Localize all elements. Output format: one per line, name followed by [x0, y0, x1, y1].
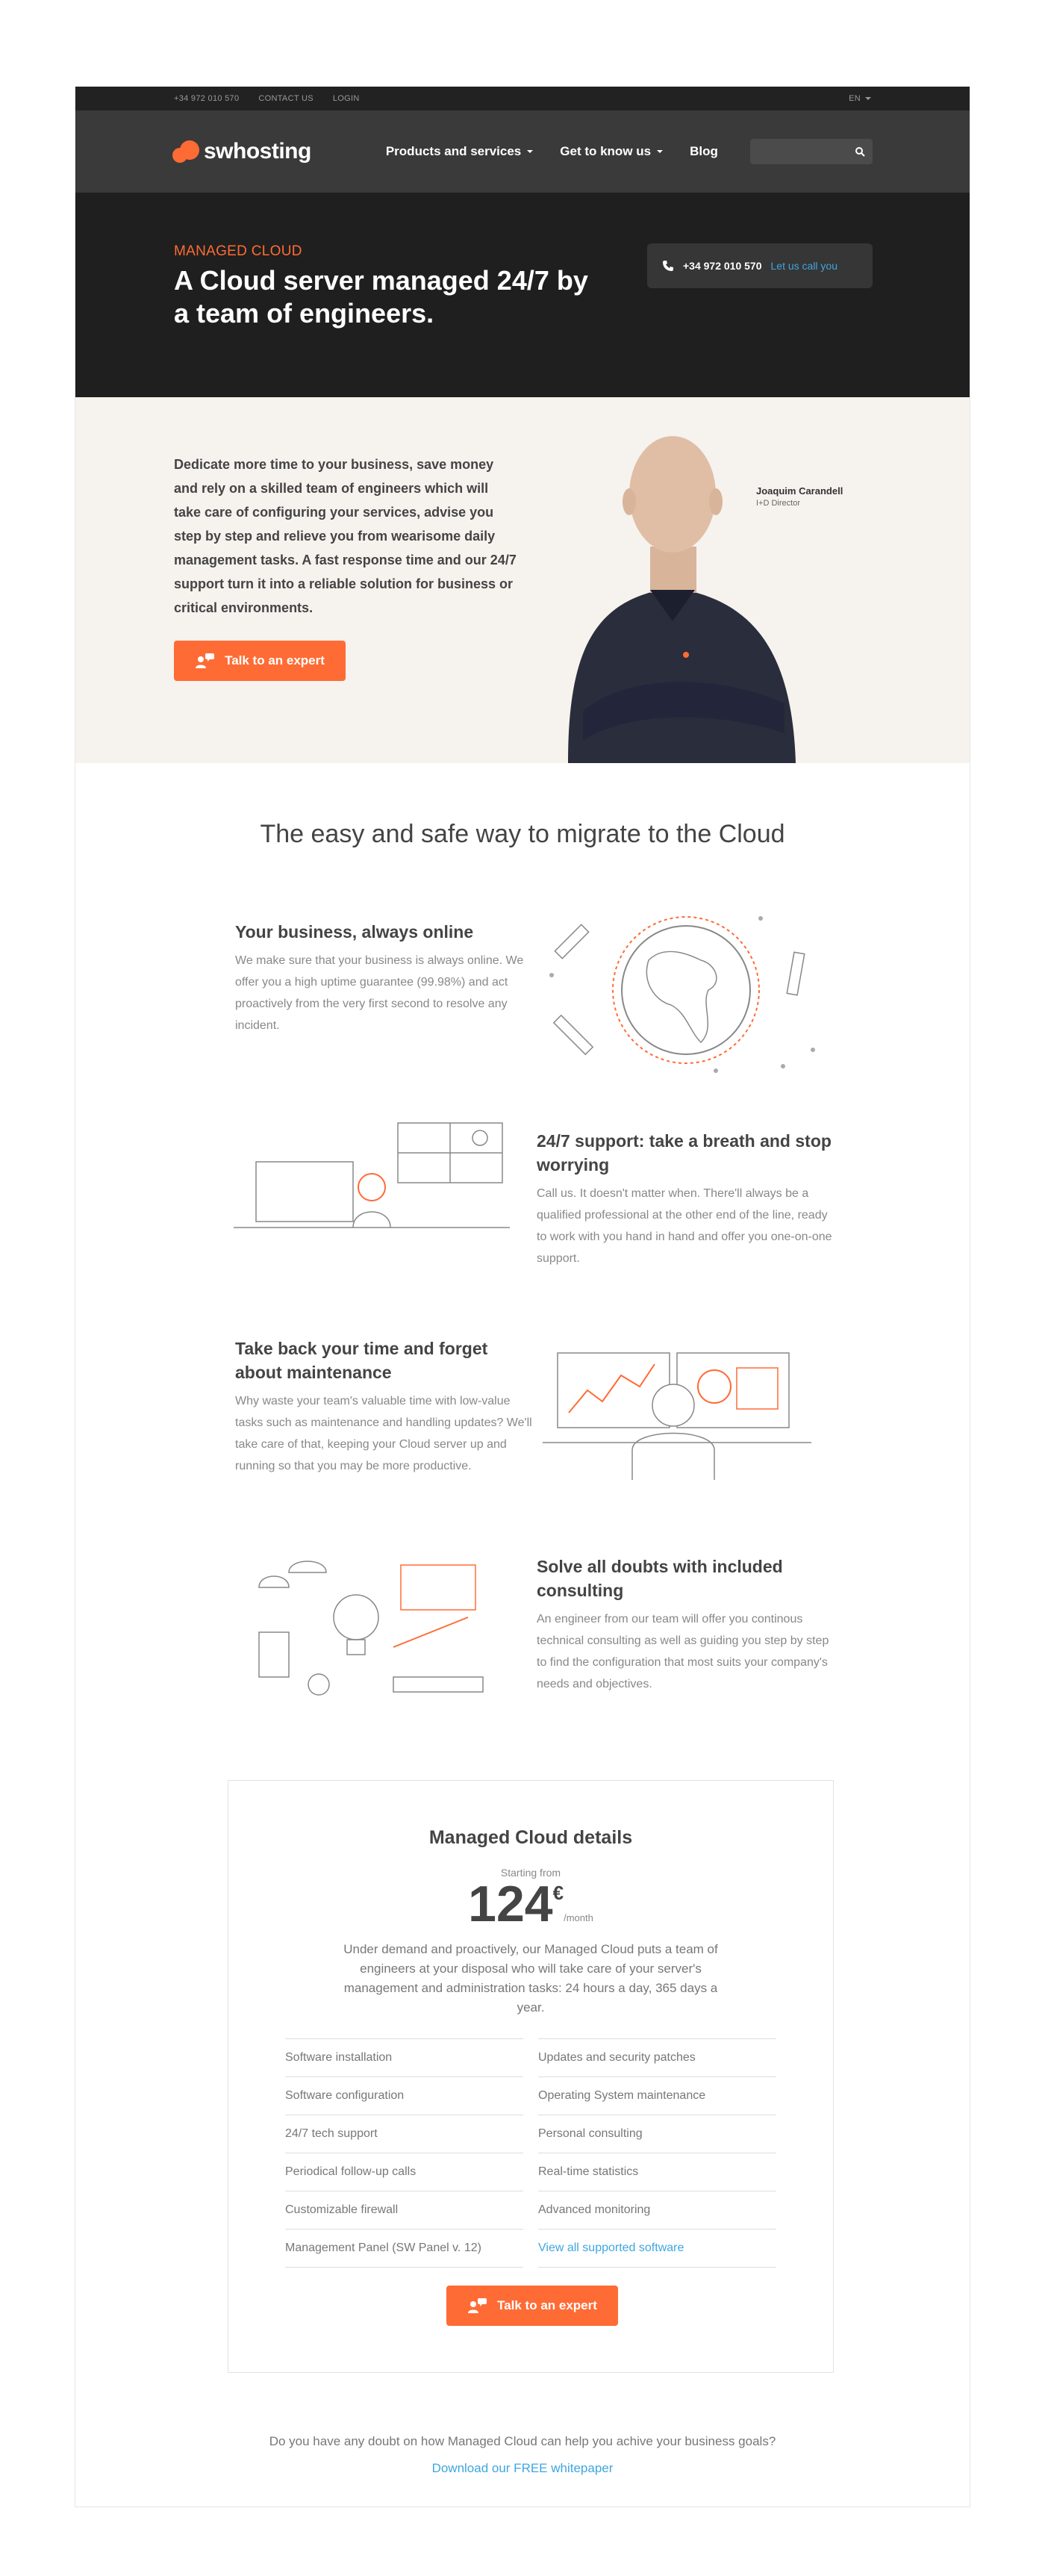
- nav-item-label: Blog: [690, 144, 718, 158]
- globe-satellites-illustration: [537, 900, 835, 1080]
- nav-item-label: Products and services: [385, 144, 522, 158]
- expert-role: I+D Director: [756, 499, 800, 508]
- feature-text: We make sure that your business is always online. We offer you a high uptime guarantee (99.98%) and act proactively from the very first second to resolve any incident.: [235, 954, 524, 1032]
- price: [228, 1876, 833, 1932]
- hero: [75, 193, 970, 397]
- feature-support: [537, 1129, 835, 1269]
- view-all-software-link[interactable]: View all supported software: [538, 2230, 776, 2268]
- expert-chat-icon: [467, 2297, 488, 2315]
- list-item: 24/7 tech support: [285, 2115, 523, 2153]
- top-bar: [75, 87, 970, 111]
- list-item: Personal consulting: [538, 2115, 776, 2153]
- nav-item-about[interactable]: [560, 144, 663, 159]
- feature-title: Your business, always online: [235, 922, 474, 942]
- nav-item-blog[interactable]: [690, 144, 718, 159]
- expert-name: Joaquim Carandell: [756, 485, 843, 497]
- top-phone-link[interactable]: +34 972 010 570: [174, 94, 240, 103]
- feature-title: Take back your time and forget about maintenance: [235, 1339, 488, 1382]
- page: [75, 87, 970, 2507]
- details-title: Managed Cloud details: [428, 1827, 633, 1848]
- main-nav: [75, 111, 970, 193]
- contact-us-link[interactable]: CONTACT US: [258, 94, 314, 103]
- expert-section: [75, 397, 970, 763]
- logo[interactable]: [172, 139, 311, 164]
- logo-text: swhosting: [204, 139, 311, 164]
- consulting-ideas-illustration: [244, 1558, 498, 1699]
- list-item: Software configuration: [285, 2077, 523, 2115]
- list-item: Management Panel (SW Panel v. 12): [285, 2230, 523, 2268]
- language-label: EN: [849, 94, 861, 103]
- details-box: [228, 1780, 834, 2373]
- search-icon[interactable]: [855, 146, 865, 157]
- list-item: Periodical follow-up calls: [285, 2153, 523, 2191]
- button-label: Talk to an expert: [225, 653, 325, 668]
- feature-consulting: [537, 1555, 835, 1695]
- list-item: Operating System maintenance: [538, 2077, 776, 2115]
- chevron-down-icon: [865, 97, 871, 100]
- hero-eyebrow: MANAGED CLOUD: [174, 243, 302, 259]
- nav-item-label: Get to know us: [560, 144, 652, 158]
- feature-maintenance: [235, 1337, 534, 1477]
- chevron-down-icon: [657, 150, 663, 153]
- call-number[interactable]: +34 972 010 570: [683, 260, 762, 272]
- call-back-link[interactable]: Let us call you: [770, 260, 837, 272]
- doubt-text: Do you have any doubt on how Managed Cloud can help you achive your business goals?: [269, 2434, 776, 2448]
- login-link[interactable]: LOGIN: [332, 94, 360, 103]
- details-description: Under demand and proactively, our Managed Cloud puts a team of engineers at your disposal who will take care of your server's management and administration tasks: 24 hours a day, 365 days a year.: [343, 1942, 718, 2015]
- monitoring-screens-illustration: [543, 1345, 811, 1480]
- nav-item-products[interactable]: [386, 144, 533, 159]
- list-item: Customizable firewall: [285, 2191, 523, 2230]
- features-list-right: [538, 2038, 776, 2268]
- talk-to-expert-button[interactable]: [174, 641, 346, 681]
- features-list: [285, 2038, 776, 2268]
- whitepaper-link[interactable]: Download our FREE whitepaper: [431, 2461, 614, 2475]
- chevron-down-icon: [527, 150, 533, 153]
- phone-icon: [662, 260, 674, 272]
- talk-to-expert-button-2[interactable]: [446, 2286, 618, 2326]
- features-title: The easy and safe way to migrate to the Cloud: [260, 820, 785, 848]
- feature-title: Solve all doubts with included consulting: [537, 1557, 783, 1600]
- list-item: Software installation: [285, 2039, 523, 2077]
- hero-title: A Cloud server managed 24/7 by a team of engineers.: [174, 265, 588, 329]
- feature-text: Call us. It doesn't matter when. There'll always be a qualified professional at the other end of the line, ready to work with you hand in hand and offer you one-on-one support.: [537, 1187, 832, 1265]
- expert-chat-icon: [195, 652, 216, 670]
- search-box: [750, 139, 873, 164]
- support-agent-illustration: [234, 1116, 510, 1235]
- price-period: /month: [564, 1912, 593, 1923]
- feature-always-online: [235, 920, 534, 1036]
- price-amount: 124: [468, 1876, 553, 1932]
- logo-mark-icon: [172, 139, 199, 164]
- list-item: Advanced monitoring: [538, 2191, 776, 2230]
- features-list-left: [285, 2038, 523, 2268]
- feature-title: 24/7 support: take a breath and stop worrying: [537, 1131, 832, 1175]
- feature-text: An engineer from our team will offer you continous technical consulting as well as guiding you step by step to find the configuration that most suits your company's needs and objectives.: [537, 1613, 829, 1690]
- language-selector[interactable]: [849, 94, 871, 103]
- call-box: [647, 243, 873, 288]
- search-input[interactable]: [750, 146, 855, 158]
- button-label: Talk to an expert: [497, 2298, 597, 2312]
- feature-text: Why waste your team's valuable time with low-value tasks such as maintenance and handling updates? We'll take care of that, keeping your Cloud server up and running so that you may be more productive.: [235, 1395, 532, 1472]
- starting-from-label: Starting from: [500, 1867, 561, 1879]
- price-currency: €: [552, 1882, 564, 1904]
- list-item: Updates and security patches: [538, 2039, 776, 2077]
- list-item: Real-time statistics: [538, 2153, 776, 2191]
- expert-intro-text: Dedicate more time to your business, save money and rely on a skilled team of engineers which will take care of configuring your services, advise you step by step and relieve you from wearisome daily management tasks. A fast response time and our 24/7 support turn it into a reliable solution for business or critical environments.: [174, 457, 517, 615]
- expert-photo: [538, 397, 807, 763]
